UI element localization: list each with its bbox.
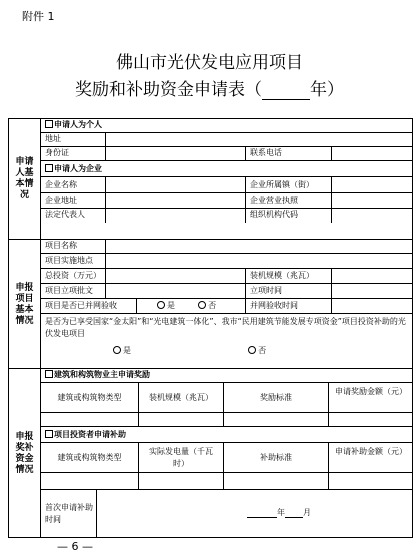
investor-building-type-field[interactable]: [41, 473, 138, 489]
individual-checkbox[interactable]: [45, 120, 53, 128]
policy-yes-radio[interactable]: [113, 346, 121, 354]
policy-no-radio[interactable]: [248, 346, 256, 354]
project-name-label: 项目名称: [45, 241, 77, 250]
id-row: [41, 147, 412, 161]
owner-checkbox[interactable]: [45, 370, 53, 378]
total-investment-label: 总投资（万元）: [45, 271, 101, 280]
investor-col-amount: 申请补助金额（元）: [328, 443, 412, 472]
grid-time-field[interactable]: [331, 299, 412, 313]
address-field[interactable]: [105, 133, 412, 146]
enterprise-checkbox[interactable]: [45, 164, 53, 172]
owner-standard-field[interactable]: [223, 413, 328, 426]
legal-rep-field[interactable]: [105, 209, 245, 223]
business-license-field[interactable]: [331, 193, 412, 208]
first-time-row: [41, 490, 412, 538]
grid-row: [41, 299, 412, 314]
policy-no-label: 否: [258, 346, 267, 355]
owner-col-standard: 奖励标准: [223, 383, 328, 412]
id-card-field[interactable]: [105, 147, 245, 160]
grid-accepted-options: [136, 299, 245, 313]
approval-field[interactable]: [105, 284, 245, 298]
form-title-line1: 佛山市光伏发电应用项目: [116, 53, 303, 73]
grid-time-label: 并网验收时间: [245, 299, 331, 313]
company-name-field[interactable]: [105, 177, 245, 192]
section-applicant: [9, 119, 412, 239]
address-label: 地址: [45, 134, 61, 143]
owner-amount-field[interactable]: [328, 413, 412, 426]
approval-time-label: 立项时间: [245, 284, 331, 298]
section-project: [9, 239, 412, 369]
business-license-label: 企业营业执照: [245, 193, 331, 208]
company-name-label: 企业名称: [45, 180, 77, 189]
title-prefix: 奖励和补助资金申请表（: [75, 80, 262, 100]
first-time-month-label: 月: [303, 508, 311, 517]
first-time-year-label: 年: [277, 508, 285, 517]
owner-header: 建筑和构筑物业主申请奖励: [41, 369, 412, 382]
annex-label: 附件 1: [22, 10, 55, 23]
owner-capacity-field[interactable]: [138, 413, 223, 426]
installed-capacity-field[interactable]: [331, 269, 412, 283]
legal-rep-label: 法定代表人: [45, 210, 85, 219]
policy-options: [41, 344, 412, 358]
section-label-project: 申报项目基本情况: [9, 240, 41, 369]
org-code-field[interactable]: [331, 209, 412, 223]
section-funding: [9, 368, 412, 538]
approval-row: [41, 284, 412, 299]
investment-row: [41, 269, 412, 284]
investor-header-row: [41, 427, 412, 443]
project-location-label: 项目实施地点: [45, 256, 93, 265]
grid-no-label: 否: [208, 301, 217, 310]
grid-yes-label: 是: [167, 301, 175, 310]
company-address-label: 企业地址: [45, 196, 77, 205]
approval-time-field[interactable]: [331, 284, 412, 298]
phone-field[interactable]: [331, 147, 412, 160]
company-name-row: [41, 177, 412, 193]
address-row: [41, 133, 412, 147]
legal-rep-row: [41, 209, 412, 223]
first-time-month-blank[interactable]: [285, 508, 303, 518]
company-town-label: 企业所属镇（街）: [245, 177, 331, 192]
first-time-year-blank[interactable]: [247, 508, 277, 518]
investor-col-building-type: 建筑或构筑物类型: [57, 453, 122, 462]
section-label-applicant: 申请人基本情况: [9, 119, 41, 239]
individual-header: 申请人为个人: [41, 119, 412, 132]
total-investment-field[interactable]: [105, 269, 245, 283]
policy-question: 是否为已享受国家“金太阳”和“光电建筑一体化”、我市“民用建筑节能发展专项资金”项目投资补助的光伏发电项目: [45, 317, 406, 338]
policy-row: [41, 314, 412, 369]
investor-checkbox[interactable]: [45, 430, 53, 438]
org-code-label: 组织机构代码: [245, 209, 331, 223]
investor-header: 项目投资者申请补助: [41, 427, 412, 442]
first-time-label: 首次申请补助时间: [45, 503, 93, 524]
company-address-field[interactable]: [105, 193, 245, 208]
application-form: [8, 118, 413, 538]
project-name-field[interactable]: [105, 240, 412, 253]
owner-building-type-field[interactable]: [41, 413, 138, 426]
owner-header-row: [41, 369, 412, 383]
company-address-row: [41, 193, 412, 209]
grid-accepted-label: 项目是否已并网验收: [45, 301, 117, 310]
owner-data-row: [41, 413, 412, 427]
project-location-row: [41, 254, 412, 269]
owner-col-building-type: 建筑或构筑物类型: [57, 393, 122, 402]
investor-col-standard: 补助标准: [223, 443, 328, 472]
investor-columns-row: [41, 443, 412, 473]
title-suffix: 年）: [310, 80, 344, 100]
individual-header-row: [41, 119, 412, 133]
owner-col-amount: 申请奖励金额（元）: [328, 383, 412, 412]
page-number: — 6 —: [57, 540, 93, 553]
investor-col-generation: 实际发电量（千瓦时）: [138, 443, 223, 472]
approval-label: 项目立项批文: [45, 286, 93, 295]
first-time-value: [96, 490, 412, 538]
investor-amount-field[interactable]: [328, 473, 412, 489]
form-title-line2: [0, 75, 419, 100]
investor-standard-field[interactable]: [223, 473, 328, 489]
owner-columns-row: [41, 383, 412, 413]
company-town-field[interactable]: [331, 177, 412, 192]
year-blank[interactable]: [262, 83, 310, 100]
grid-yes-radio[interactable]: [157, 301, 165, 309]
project-location-field[interactable]: [105, 254, 412, 268]
owner-col-capacity: 装机规模（兆瓦）: [138, 383, 223, 412]
installed-capacity-label: 装机规模（兆瓦）: [245, 269, 331, 283]
enterprise-header-row: [41, 161, 412, 177]
phone-label: 联系电话: [245, 147, 331, 160]
project-name-row: [41, 240, 412, 254]
grid-no-radio[interactable]: [198, 301, 206, 309]
investor-generation-field[interactable]: [138, 473, 223, 489]
id-card-label: 身份证: [45, 148, 69, 157]
enterprise-header: 申请人为企业: [41, 161, 412, 176]
section-label-funding: 申报奖补资金情况: [9, 369, 41, 538]
policy-yes-label: 是: [123, 346, 131, 355]
investor-data-row: [41, 473, 412, 490]
